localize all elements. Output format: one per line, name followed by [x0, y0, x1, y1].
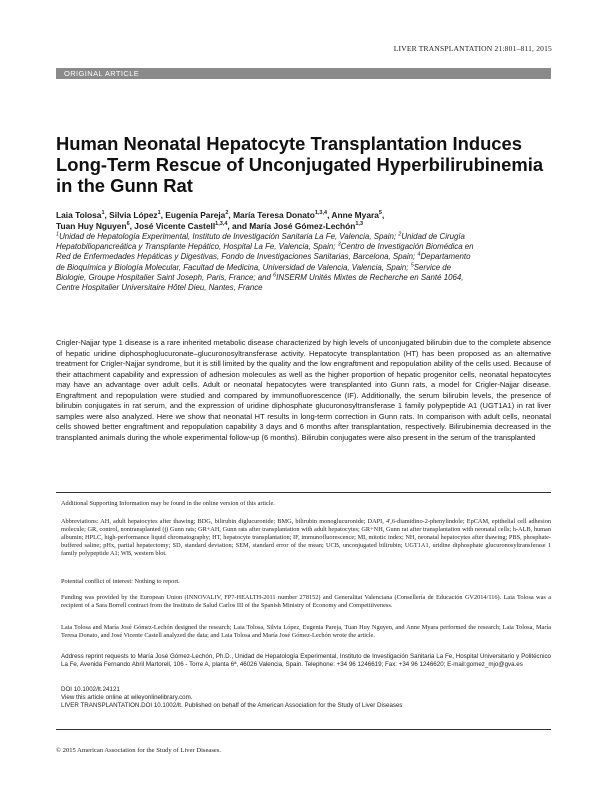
author-name: and María José Gómez-Lechón [232, 221, 356, 231]
view-online-note: View this article online at wileyonlinelibrary.com. [61, 694, 193, 701]
author-name: José Vicente Castell [134, 221, 216, 231]
footnotes-box [56, 492, 551, 730]
affiliation-mark: 5 [410, 261, 414, 268]
author-name: Eugenia Pareja [165, 210, 226, 220]
published-note: LIVER TRANSPLANTATION.DOI 10.1002/lt. Published on behalf of the American Association for the Study of Liver Diseases [61, 702, 403, 709]
affiliation-text: Service de Biologie, Groupe Hospitalier Saint Joseph, Paris, France; and [56, 262, 452, 282]
author-name: Laia Tolosa [56, 210, 102, 220]
author-affiliation-mark: 1,3,4 [215, 221, 228, 228]
reprint-address-note: Address reprint requests to María José Gómez-Lechón, Ph.D., Unidad de Hepatología Experimental, Instituto de Investigación Sanitaria La Fe, Hospital Universitario y Politécnico La Fe, Avenida Fernando Abril Martorell, 106 - Torre A, planta 6ª, 46026 Valencia, Spain. Telephone: +34 96 1246619; Fax: +34 96 1246620; E-mail:gomez_mjo@gva.es [61, 653, 551, 668]
affiliation-text: Unidad de Hepatología Experimental, Instituto de Investigación Sanitaria La Fe, Valencia, Spain; [59, 232, 399, 241]
affiliation-text: INSERM Unités Mixtes de Recherche en Santé 1064, Centre Hospitalier Universitaire Hôtel Dieu, Nantes, France [56, 272, 464, 293]
article-title: Human Neonatal Hepatocyte Transplantation Induces Long-Term Rescue of Unconjugated Hyperbilirubinemia in the Gunn Rat [56, 133, 544, 196]
author-name: Silvia López [109, 210, 158, 220]
copyright-line: © 2015 American Association for the Study of Liver Diseases. [56, 747, 222, 754]
author-name: Tuan Huy Nguyen [56, 221, 127, 231]
section-banner [56, 68, 551, 79]
affiliation-mark: 3 [337, 241, 341, 248]
contributions-note: Laia Tolosa and María José Gómez-Lechón designed the research; Laia Tolosa, Silvia López, Eugenia Pareja, Tuan Huy Nguyen, and Anne Myara performed the research; Laia Tolosa, María Teresa Donato, and José Vicente Castell analyzed the data; and Laia Tolosa and María José Gómez-Lechón wrote the article. [61, 624, 551, 639]
affiliation-text: Unidad de Cirugía Hepatobiliopancreática y Transplante Hepático, Hospital La Fe, Valencia, Spain; [56, 232, 465, 252]
affiliation-mark: 2 [398, 231, 402, 238]
doi: DOI 10.1002/lt.24121 [61, 686, 120, 693]
author-affiliation-mark: 5 [378, 210, 382, 217]
supporting-info-note: Additional Supporting Information may be found in the online version of this article. [61, 500, 275, 507]
journal-header: LIVER TRANSPLANTATION 21:801–811, 2015 [393, 44, 552, 53]
author-affiliation-mark: 1 [157, 210, 161, 217]
conflict-note: Potential conflict of interest: Nothing to report. [61, 578, 180, 585]
author-name: Anne Myara [331, 210, 379, 220]
author-affiliation-mark: 6 [126, 221, 130, 228]
funding-note: Funding was provided by the European Union (INNOVALIV, FP7-HEALTH-2011 number 278152) and Generalitat Valenciana (Consellería de Educación GV2014/116). Laia Tolosa was a recipient of a Sara Borrell contract from the Instituto de Salud Carlos III of the Spanish Ministry of Economy and Competitiveness. [61, 594, 551, 609]
section-label: ORIGINAL ARTICLE [64, 69, 140, 78]
author-list: Laia Tolosa$^1$, Silvia López$^1$, Eugenia Pareja$^2$, María Teresa Donato$^{1,3,4}$, Anne Myara$^5$, Tuan Huy Nguyen$^6$, José Vicente Castell$^{1,3,4}$, and María José Gómez-Lechón$^{1,3}$ [56, 210, 385, 231]
abbreviations-note: Abbreviations: AH, adult hepatocytes after thawing; BDG, bilirubin diglucuronide; BMG, bilirubin monoglucuronide; DAPI, 4',6-diamidino-2-phenylindole; EpCAM, epithelial cell adhesion molecule; GR, control, nontransplanted (j) Gunn rats; GR+AH, Gunn rats after transplantation with adult hepatocytes; GR+NH, Gunn rat after transplantation with neonatal cells; h-ALB, human albumin; HPLC, high-performance liquid chromatography; HT, hepatocyte transplantation; IF, immunofluorescence; MI, mitotic index; NH, neonatal hepatocytes after thawing; PBS, phosphate-buffered saline; pHx, partial hepatectomy; SD, standard deviation; SEM, standard error of the mean; UCB, unconjugated bilirubin; UGT1A1, uridine diphosphate glucuronosyltransferase 1 family polypeptide A1; WB, western blot. [61, 518, 551, 557]
author-name: María Teresa Donato [233, 210, 315, 220]
author-affiliation-mark: 1 [101, 210, 105, 217]
affiliation-text: Departamento de Bioquímica y Biología Molecular, Facultad de Medicina, Universidad de Valencia, Valencia, Spain; [56, 252, 471, 272]
author-affiliation-mark: 1,3 [355, 221, 364, 228]
author-affiliation-mark: 1,3,4 [314, 210, 328, 217]
affiliations [56, 232, 476, 293]
affiliation-mark: 1 [56, 231, 60, 238]
author-affiliation-mark: 2 [225, 210, 229, 217]
abstract-text: Crigler-Najjar type 1 disease is a rare inherited metabolic disease characterized by high levels of unconjugated bilirubin due to the complete absence of hepatic uridine diphosphoglucuronate–glucuronosyltransferase activity. Hepatocyte transplantation (HT) has been proposed as an alternative treatment for Crigler-Najjar syndrome, but it is still limited by the quality and the low engraftment and repopulation ability of the cells used. Because of their attachment capability and expression of adhesion molecules as well as the higher proportion of hepatic progenitor cells, neonatal hepatocytes may have an advantage over adult cells. Adult or neonatal hepatocytes were transplanted into Gunn rats, a model for Crigler-Najjar disease. Engraftment and repopulation were studied and compared by immunofluorescence (IF). Additionally, the serum bilirubin levels, the presence of bilirubin conjugates in rat serum, and the expression of uridine diphosphate glucuronosyltransferase 1 family polypeptide A1 (UGT1A1) in rat liver samples were also analyzed. Here we show that neonatal HT results in long-term correction in Gunn rats. In comparison with adult cells, neonatal cells showed better engraftment and repopulation capability 3 days and 6 months after transplantation, respectively. Bilirubinemia decreased in the transplanted animals during the whole experimental follow-up (6 months). Bilirubin conjugates were also present in the serum of the transplanted [56, 338, 551, 442]
affiliation-mark: 6 [273, 272, 277, 279]
affiliation-mark: 4 [417, 251, 421, 258]
affiliation-text: Centro de Investigación Biomédica en Red de Enfermedades Hepáticas y Digestivas, Fondo de Investigaciones Sanitarias, Barcelona, Spain; [56, 242, 474, 262]
